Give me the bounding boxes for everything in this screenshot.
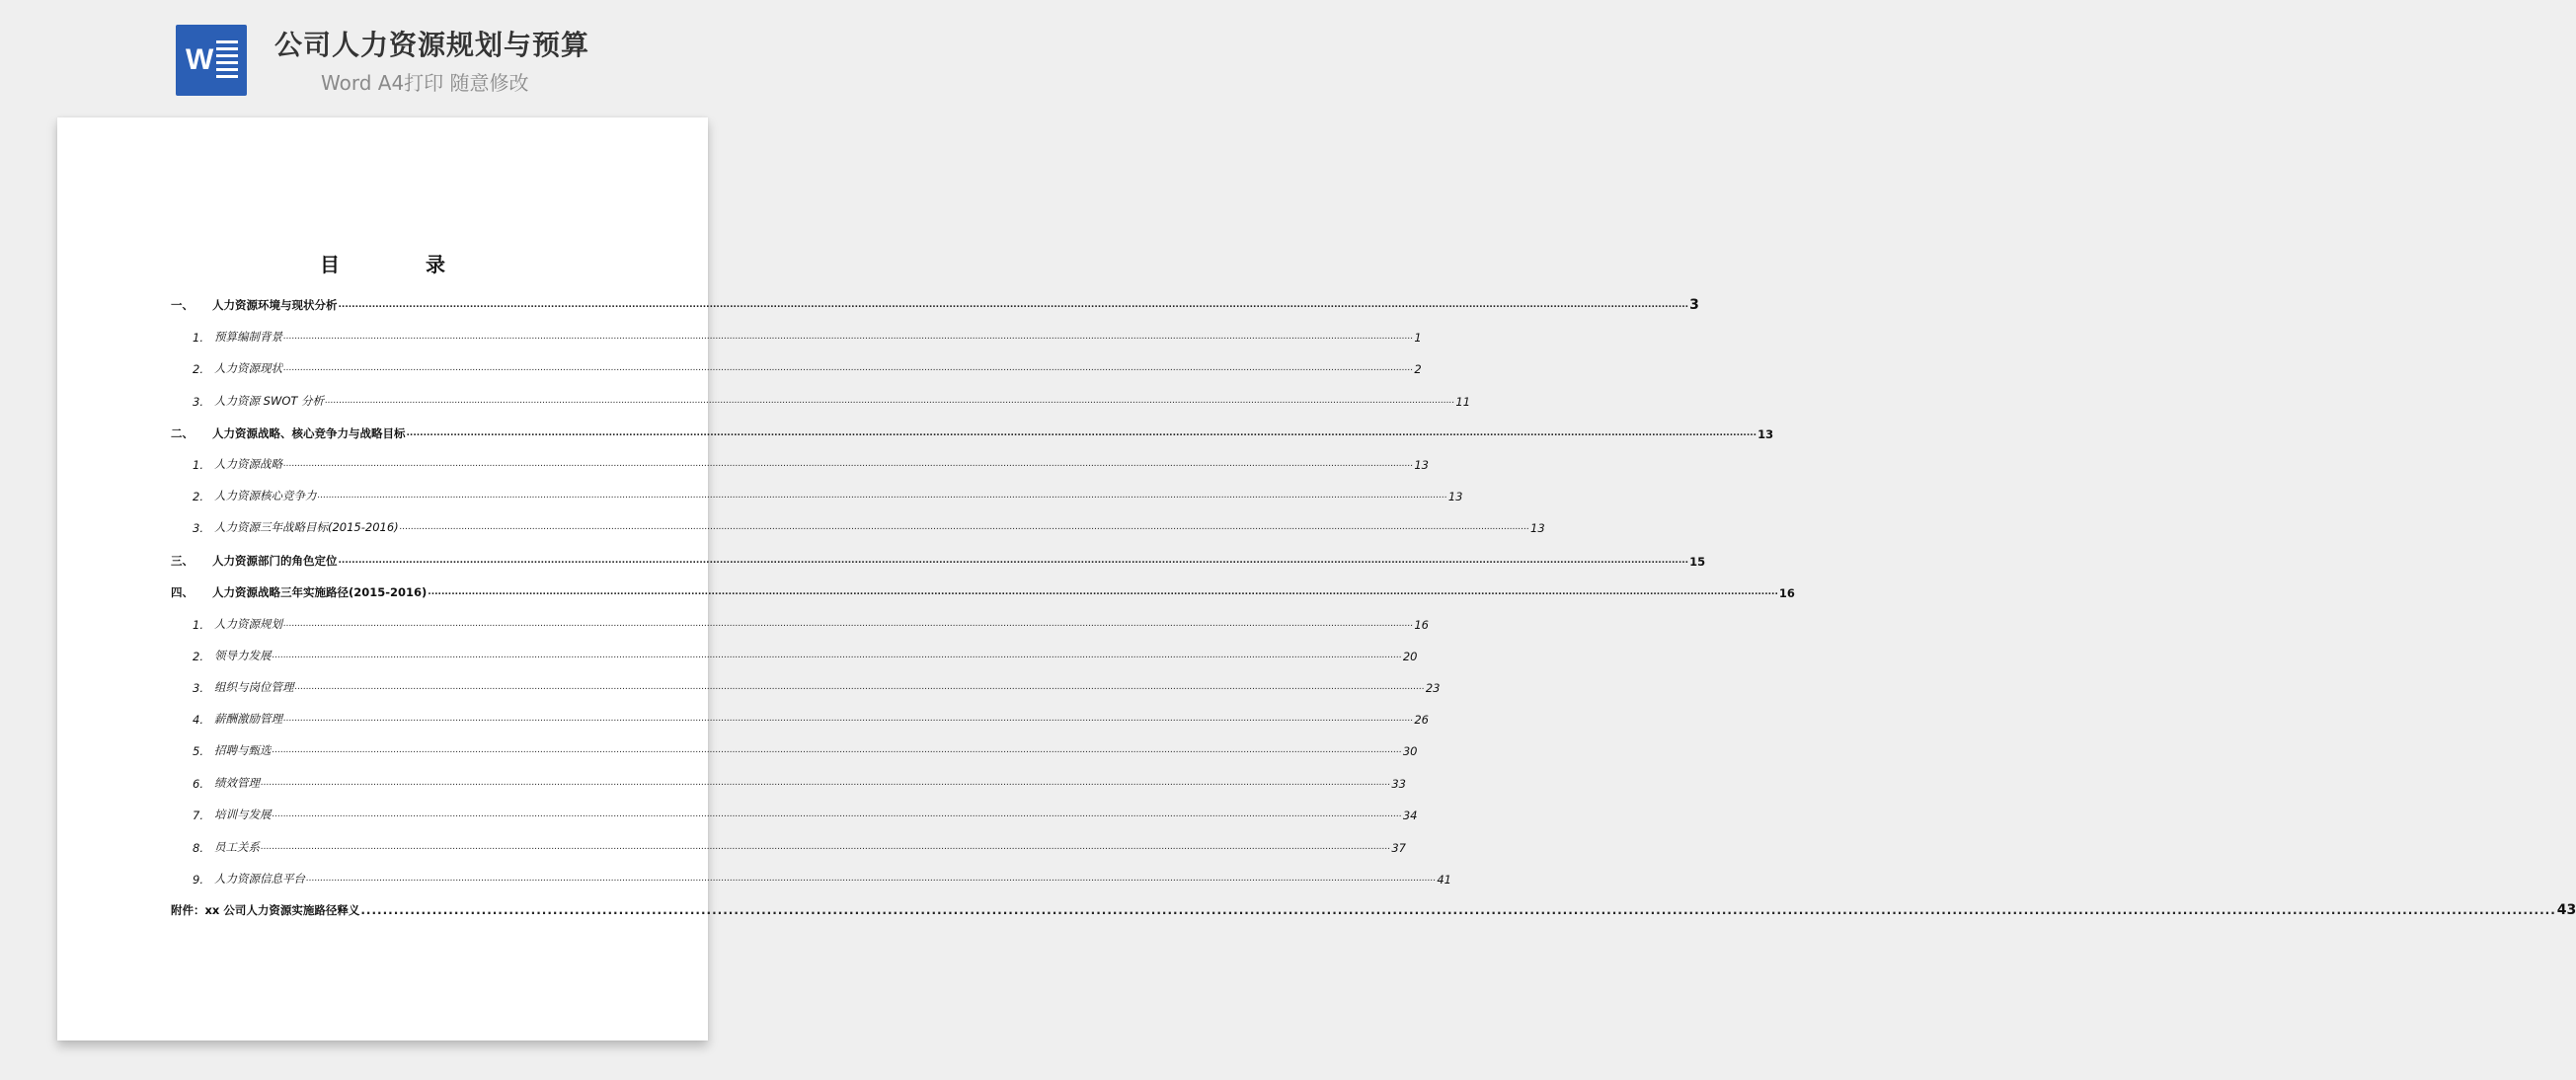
toc-entry-page: 30	[1402, 744, 1418, 758]
toc-dot-leader: ................................................................................................................................................................................................................................................................................................................................................................................................................	[399, 522, 1529, 532]
toc-dot-leader: ................................................................................................................................................................................................................................................................................................................................................................................................................	[360, 903, 2556, 917]
toc-entry-number: 1.	[193, 331, 203, 345]
toc-entry[interactable]	[171, 898, 2576, 918]
toc-entry-page: 26	[1414, 713, 1429, 727]
toc-dot-leader: ................................................................................................................................................................................................................................................................................................................................................................................................................	[317, 491, 1447, 501]
toc-entry[interactable]	[193, 484, 1463, 503]
toc-dot-leader: ................................................................................................................................................................................................................................................................................................................................................................................................................	[294, 682, 1425, 692]
toc-entry-text: 人力资源部门的角色定位	[212, 554, 338, 568]
toc-entry[interactable]	[193, 515, 1545, 535]
toc-entry-page: 1	[1414, 331, 1422, 345]
toc-entry-number: 9.	[193, 873, 203, 887]
toc-entry[interactable]	[193, 803, 1418, 822]
toc-entry-text: 员工关系	[214, 840, 260, 854]
toc-entry-text: 人力资源核心竞争力	[214, 489, 317, 502]
toc-entry[interactable]	[193, 325, 1422, 345]
toc-entry-text: 附件：xx 公司人力资源实施路径释义	[171, 903, 360, 917]
toc-entry-number: 5.	[193, 744, 203, 758]
word-icon-lines	[216, 40, 238, 82]
toc-entry[interactable]	[193, 675, 1441, 695]
toc-entry-page: 16	[1414, 618, 1429, 632]
toc-entry-page: 33	[1391, 777, 1406, 791]
toc-entry-number: 2.	[193, 490, 203, 503]
toc-entry-page: 37	[1391, 841, 1406, 855]
toc-entry[interactable]	[171, 293, 1699, 313]
toc-dot-leader: ................................................................................................................................................................................................................................................................................................................................................................................................................	[283, 363, 1414, 373]
toc-entry-number: 2.	[193, 362, 203, 376]
toc-entry-page: 16	[1778, 586, 1795, 600]
toc-entry[interactable]	[193, 835, 1406, 855]
toc-entry[interactable]	[193, 452, 1429, 472]
toc-entry[interactable]	[193, 612, 1429, 632]
toc-entry-page: 13	[1414, 458, 1429, 472]
toc-entry-number: 8.	[193, 841, 203, 855]
toc-entry-number: 2.	[193, 650, 203, 663]
toc-dot-leader: ................................................................................................................................................................................................................................................................................................................................................................................................................	[306, 874, 1437, 884]
toc-entry-number: 1.	[193, 458, 203, 472]
toc-entry-number: 4.	[193, 713, 203, 727]
toc-entry-page: 43	[2556, 902, 2576, 918]
toc-entry-number: 3.	[193, 681, 203, 695]
toc-dot-leader: ................................................................................................................................................................................................................................................................................................................................................................................................................	[283, 459, 1414, 469]
toc-dot-leader: ................................................................................................................................................................................................................................................................................................................................................................................................................	[261, 778, 1391, 788]
toc-entry[interactable]	[193, 389, 1471, 409]
toc-entry-text: 人力资源三年战略目标(2015-2016)	[214, 520, 399, 534]
toc-dot-leader: ................................................................................................................................................................................................................................................................................................................................................................................................................	[283, 714, 1414, 724]
toc-dot-leader: ................................................................................................................................................................................................................................................................................................................................................................................................................	[406, 428, 1757, 438]
toc-entry-text: 领导力发展	[214, 649, 272, 662]
toc-dot-leader: ................................................................................................................................................................................................................................................................................................................................................................................................................	[272, 745, 1402, 755]
toc-entry[interactable]	[193, 738, 1418, 758]
toc-entry-page: 34	[1402, 809, 1418, 822]
toc-entry-text: 招聘与甄选	[214, 743, 272, 757]
toc-entry-number: 一、	[171, 298, 194, 312]
toc-entry-text: 人力资源现状	[214, 361, 282, 375]
toc-entry-page: 13	[1447, 490, 1463, 503]
toc-entry[interactable]	[193, 867, 1451, 887]
toc-entry-text: 人力资源 SWOT 分析	[214, 394, 325, 408]
toc-entry-page: 3	[1689, 297, 1699, 313]
banner-subtitle: Word A4打印 随意修改	[321, 71, 529, 95]
toc-entry-number: 四、	[171, 585, 194, 599]
toc-entry-number: 二、	[171, 426, 194, 440]
toc-dot-leader: ................................................................................................................................................................................................................................................................................................................................................................................................................	[272, 651, 1402, 660]
toc-dot-leader: ................................................................................................................................................................................................................................................................................................................................................................................................................	[428, 587, 1778, 597]
toc-entry-text: 培训与发展	[214, 808, 272, 821]
toc-entry[interactable]	[193, 771, 1406, 791]
toc-entry-text: 绩效管理	[214, 776, 260, 790]
toc-entry-number: 1.	[193, 618, 203, 632]
toc-entry-text: 薪酬激励管理	[214, 712, 282, 726]
toc-entry-text: 人力资源战略三年实施路径(2015-2016)	[212, 585, 428, 599]
toc-entry[interactable]	[193, 707, 1429, 727]
toc-entry-page: 15	[1689, 555, 1706, 569]
toc-entry-page: 20	[1402, 650, 1418, 663]
toc-entry-page: 11	[1455, 395, 1471, 409]
toc-entry[interactable]	[171, 580, 1795, 600]
toc-entry[interactable]	[171, 549, 1706, 569]
toc-dot-leader: ................................................................................................................................................................................................................................................................................................................................................................................................................	[283, 619, 1414, 629]
toc-entry-number: 6.	[193, 777, 203, 791]
toc-dot-leader: ................................................................................................................................................................................................................................................................................................................................................................................................................	[283, 332, 1414, 342]
toc-dot-leader: ................................................................................................................................................................................................................................................................................................................................................................................................................	[338, 556, 1689, 566]
toc-entry-page: 23	[1425, 681, 1441, 695]
word-icon-letter: W	[186, 43, 214, 76]
toc-dot-leader: ................................................................................................................................................................................................................................................................................................................................................................................................................	[325, 396, 1455, 406]
banner	[0, 0, 764, 116]
toc-entry-number: 3.	[193, 521, 203, 535]
toc-entry-text: 预算编制背景	[214, 330, 282, 344]
toc-entry-text: 人力资源规划	[214, 617, 282, 631]
toc-entry-page: 13	[1757, 427, 1774, 441]
toc-entry[interactable]	[193, 644, 1418, 663]
toc-dot-leader: ................................................................................................................................................................................................................................................................................................................................................................................................................	[338, 300, 1689, 310]
toc-entry[interactable]	[193, 356, 1422, 376]
toc-entry-page: 13	[1530, 521, 1545, 535]
banner-title: 公司人力资源规划与预算	[274, 29, 590, 61]
toc-entry-text: 人力资源信息平台	[214, 872, 305, 886]
toc-dot-leader: ................................................................................................................................................................................................................................................................................................................................................................................................................	[261, 842, 1391, 852]
document-page	[57, 117, 2576, 1041]
toc-title: 目 录	[320, 253, 485, 276]
toc-entry-page: 2	[1414, 362, 1422, 376]
toc-entry-number: 3.	[193, 395, 203, 409]
toc-entry-text: 人力资源环境与现状分析	[212, 298, 338, 312]
word-icon	[176, 25, 247, 96]
toc-entry[interactable]	[171, 422, 1774, 441]
toc-entry-text: 人力资源战略	[214, 457, 282, 471]
toc-entry-page: 41	[1437, 873, 1451, 887]
toc-entry-number: 7.	[193, 809, 203, 822]
toc-dot-leader: ................................................................................................................................................................................................................................................................................................................................................................................................................	[272, 810, 1402, 819]
toc-entry-text: 组织与岗位管理	[214, 680, 294, 694]
toc-entry-text: 人力资源战略、核心竞争力与战略目标	[212, 426, 406, 440]
toc-entry-number: 三、	[171, 554, 194, 568]
